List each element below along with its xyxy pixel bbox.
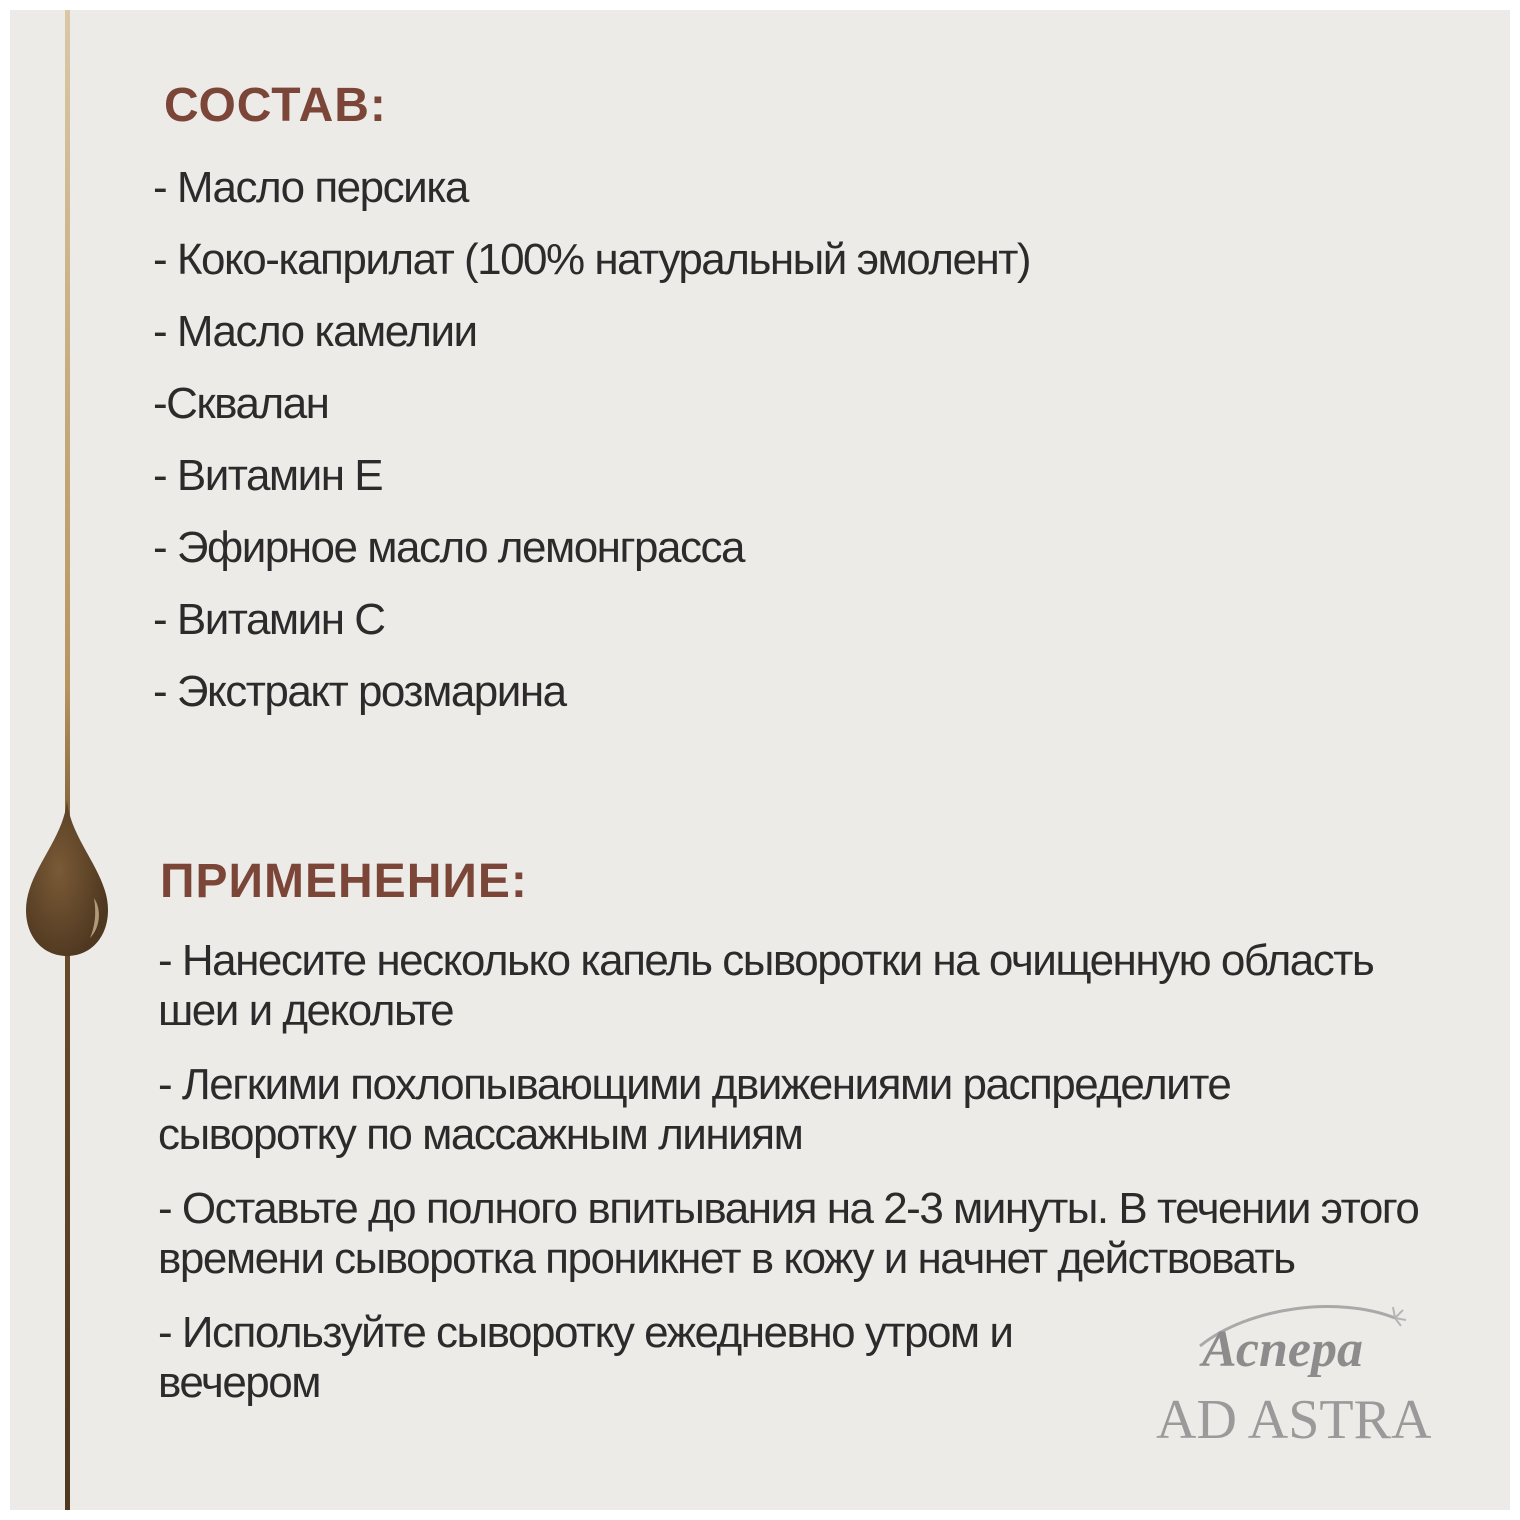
list-item: - Масло персика (153, 163, 468, 212)
list-item: - Витамин С (153, 595, 385, 644)
list-item: - Коко-каприлат (100% натуральный эмолент) (153, 235, 1031, 284)
list-item: - Оставьте до полного впитывания на 2-3 минуты. В течении этого времени сыворотка проникнет в кожу и начнет действовать (158, 1184, 1419, 1283)
content-panel (10, 10, 1510, 1510)
list-item: - Экстракт розмарина (153, 667, 566, 716)
usage-heading: ПРИМЕНЕНИЕ: (160, 855, 528, 908)
list-item: - Легкими похлопывающими движениями распределите сыворотку по массажным линиям (158, 1060, 1231, 1159)
list-item: -Сквалан (153, 379, 329, 428)
list-item: - Витамин Е (153, 451, 383, 500)
composition-heading: СОСТАВ: (164, 79, 387, 132)
logo-brand: AD ASTRA (1156, 1389, 1432, 1451)
list-item: - Масло камелии (153, 307, 477, 356)
list-item: - Используйте сыворотку ежедневно утром и вечером (158, 1308, 1013, 1407)
list-item: - Нанесите несколько капель сыворотки на очищенную область шеи и декольте (158, 936, 1374, 1035)
list-item: - Эфирное масло лемонграсса (153, 523, 744, 572)
oil-drop-decoration (10, 10, 130, 1510)
ingredient-list (153, 152, 1030, 728)
logo-script: Аспера (1202, 1321, 1363, 1378)
